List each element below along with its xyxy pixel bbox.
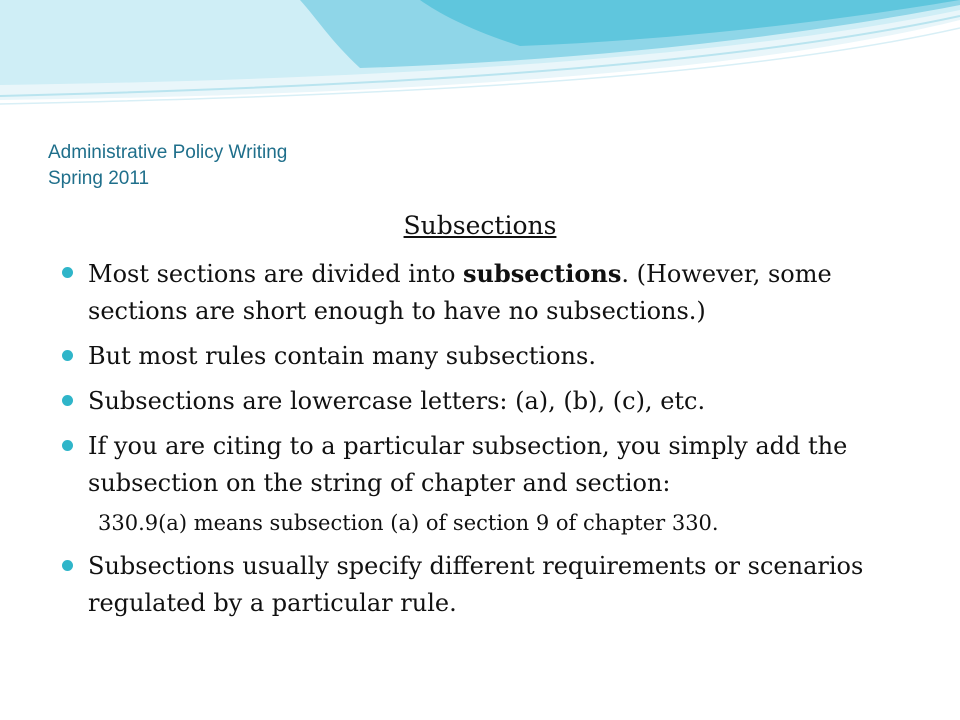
bullet-text-part: . (However, some sections are short enough to have no subsections.) <box>88 260 832 325</box>
bullet-text: Subsections usually specify different requirements or scenarios regulated by a particular rule. <box>88 552 864 617</box>
bullet-item <box>62 383 932 420</box>
bullet-text: But most rules contain many subsections. <box>88 342 596 370</box>
decorative-wave-banner <box>0 0 960 120</box>
bullet-dot-icon <box>62 395 73 406</box>
bullet-text: If you are citing to a particular subsection, you simply add the subsection on the string of chapter and section: <box>88 432 848 497</box>
bullet-text: Subsections are lowercase letters: (a), (b), (c), etc. <box>88 387 706 415</box>
bullet-dot-icon <box>62 267 73 278</box>
bullet-dot-icon <box>62 350 73 361</box>
bullet-item <box>62 548 932 622</box>
bullet-dot-icon <box>62 560 73 571</box>
bullet-item <box>62 255 932 330</box>
bullet-dot-icon <box>62 440 73 451</box>
bullet-bold-term: subsections <box>463 259 622 288</box>
citation-example: 330.9(a) means subsection (a) of section 9 of chapter 330. <box>98 511 719 535</box>
bullet-list <box>62 255 932 630</box>
bullet-item <box>62 338 932 375</box>
bullet-item <box>62 428 932 502</box>
slide-title: Subsections <box>403 211 557 240</box>
term-label: Spring 2011 <box>48 168 150 189</box>
course-title: Administrative Policy Writing <box>48 142 288 163</box>
bullet-text-part: Most sections are divided into <box>88 260 464 288</box>
slide-header <box>48 140 287 192</box>
